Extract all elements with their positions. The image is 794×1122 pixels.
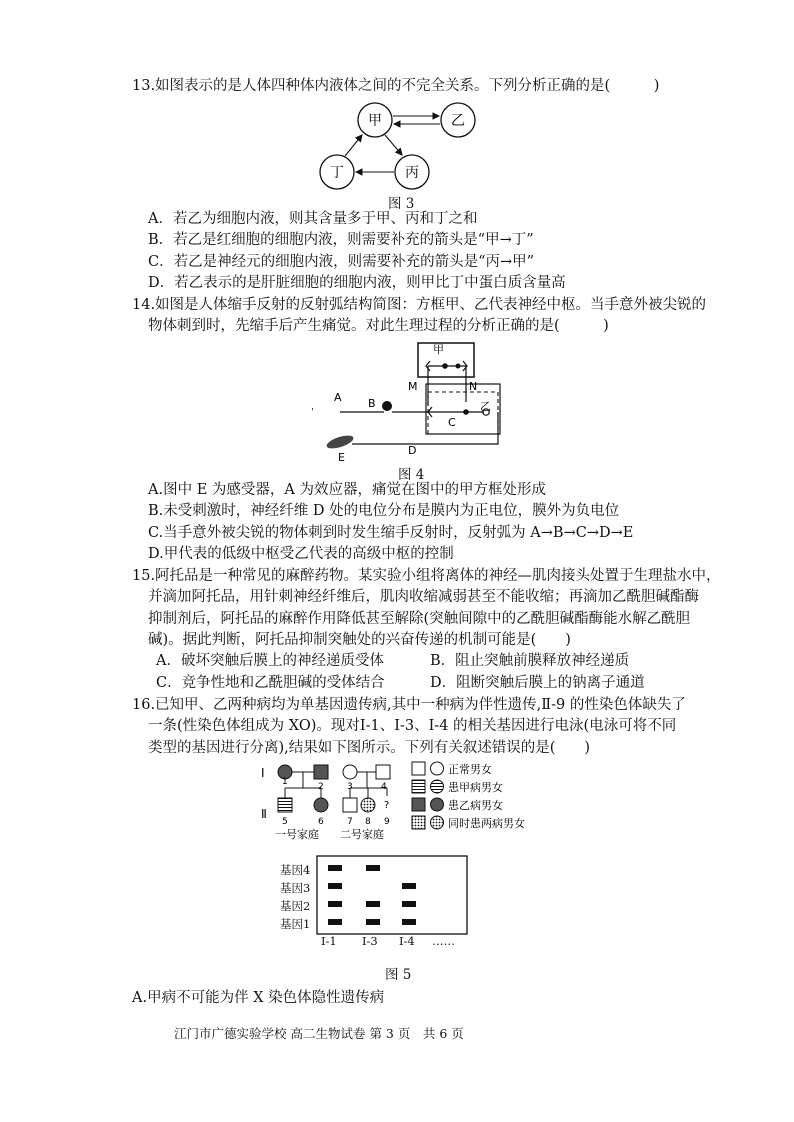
gel-lane-label-more: …… bbox=[432, 934, 455, 948]
num-7: 7 bbox=[347, 817, 353, 827]
label-e: E bbox=[338, 451, 345, 464]
q13-option-a: A．若乙为细胞内液，则其含量多于甲、丙和丁之和 bbox=[148, 211, 478, 227]
q15-option-c: C．竞争性地和乙酰胆碱的受体结合 bbox=[156, 675, 385, 691]
label-m: M bbox=[408, 380, 418, 393]
q13-option-c: C．若乙是神经元的细胞内液，则需要补充的箭头是“丙→甲” bbox=[148, 254, 535, 270]
figure-4-caption: 图 4 bbox=[398, 467, 425, 483]
effector-e-shape bbox=[325, 433, 355, 451]
q14-option-d: D.甲代表的低级中枢受乙代表的高级中枢的控制 bbox=[148, 546, 454, 562]
legend-text-normal: 正常男女 bbox=[448, 763, 492, 776]
num-3: 3 bbox=[347, 782, 353, 792]
gel-row-label-4: 基因4 bbox=[280, 863, 311, 877]
ped-i-2 bbox=[314, 765, 328, 779]
num-8: 8 bbox=[365, 817, 371, 827]
legend-normal-female bbox=[431, 762, 444, 775]
q15-stem-line3: 抑制剂后，阿托品的麻醉作用降低甚至解除(突触间隙中的乙酰胆碱酯酶能水解乙酰胆 bbox=[148, 611, 691, 627]
label-b: B bbox=[368, 397, 376, 410]
figure-4-reflex-arc bbox=[312, 340, 512, 464]
q16-stem-line3: 类型的基因进行分离),结果如下图所示。下列有关叙述错误的是( ) bbox=[148, 740, 591, 756]
figure-5-pedigree bbox=[255, 758, 565, 850]
gel-band-row2-lane3 bbox=[402, 883, 416, 889]
num-4: 4 bbox=[381, 782, 387, 792]
gel-band-row3-lane3 bbox=[402, 901, 416, 907]
gel-band-row3-lane2 bbox=[366, 901, 380, 907]
family2-label: 二号家庭 bbox=[340, 828, 384, 841]
q14-option-a: A.图中 E 为感受器，A 为效应器，痛觉在图中的甲方框处形成 bbox=[148, 482, 546, 498]
ped-ii-7 bbox=[343, 798, 357, 812]
gel-lane-label-4: Ⅰ-4 bbox=[399, 934, 415, 948]
q16-stem-line1: 16.已知甲、乙两种病均为单基因遗传病,其中一种病为伴性遗传,Ⅱ-9 的性染色体缺失了 bbox=[132, 697, 686, 713]
gen-label-ii: Ⅱ bbox=[261, 807, 267, 821]
q14-stem-line2: 物体刺到时，先缩手后产生痛觉。对此生理过程的分析正确的是( ) bbox=[148, 318, 609, 334]
legend-text-disease-b: 患乙病男女 bbox=[448, 799, 503, 812]
gel-row-label-3: 基因3 bbox=[280, 881, 311, 895]
ped-i-3 bbox=[343, 765, 357, 779]
q15-option-b: B．阻止突触前膜释放神经递质 bbox=[430, 653, 630, 669]
q16-option-a: A.甲病不可能为伴 X 染色体隐性遗传病 bbox=[132, 990, 385, 1006]
gel-row-label-1: 基因1 bbox=[280, 917, 311, 931]
q13-option-b: B．若乙是红细胞的细胞内液，则需要补充的箭头是“甲→丁” bbox=[148, 232, 534, 248]
gen-label-i: Ⅰ bbox=[261, 766, 265, 780]
num-5: 5 bbox=[282, 817, 288, 827]
label-bing: 丙 bbox=[405, 165, 419, 181]
figure-3-caption: 图 3 bbox=[388, 196, 415, 212]
arrow-ding-to-jia bbox=[345, 135, 362, 156]
gel-band-row4-lane1 bbox=[328, 919, 342, 925]
ped-ii-8 bbox=[361, 798, 375, 812]
q14-option-c: C.当手意外被尖锐的物体刺到时发生缩手反射时，反射弧为 A→B→C→D→E bbox=[148, 525, 634, 541]
legend-normal-male bbox=[412, 762, 425, 775]
q15-stem-line2: 并滴加阿托品，用针刺神经纤维后，肌肉收缩减弱甚至不能收缩；再滴加乙酰胆碱酯酶 bbox=[148, 589, 699, 605]
label-d: D bbox=[408, 444, 417, 457]
legend-both-female bbox=[431, 816, 444, 829]
legend-disease-a-male bbox=[412, 780, 425, 793]
num-9: 9 bbox=[384, 817, 390, 827]
label-jia-box: 甲 bbox=[433, 343, 444, 356]
q15-stem-line4: 碱)。据此判断，阿托品抑制突触处的兴奋传递的机制可能是( ) bbox=[148, 632, 571, 648]
legend-disease-b-male bbox=[412, 798, 425, 811]
gel-lane-label-3: Ⅰ-3 bbox=[362, 934, 378, 948]
label-a: A bbox=[334, 391, 342, 404]
q13-stem: 13.如图表示的是人体四种体内液体之间的不完全关系。下列分析正确的是( ) bbox=[132, 78, 660, 94]
label-yi-box: 乙 bbox=[480, 400, 491, 413]
q16-stem-line2: 一条(性染色体组成为 XO)。现对Ⅰ-1、Ⅰ-3、Ⅰ-4 的相关基因进行电泳(电泳可将不同 bbox=[148, 718, 677, 734]
receptor-a-shape bbox=[312, 408, 313, 417]
num-6: 6 bbox=[318, 817, 324, 827]
gel-band-row2-lane1 bbox=[328, 883, 342, 889]
legend-text-both: 同时患两病男女 bbox=[448, 817, 525, 830]
gel-lane-label-1: Ⅰ-1 bbox=[321, 934, 337, 948]
family1-label: 一号家庭 bbox=[275, 828, 319, 841]
label-jia: 甲 bbox=[368, 113, 382, 129]
page-footer: 江门市广德实验学校 高二生物试卷 第 3 页 共 6 页 bbox=[174, 1026, 464, 1041]
q14-option-b: B.未受刺激时，神经纤维 D 处的电位分布是膜内为正电位，膜外为负电位 bbox=[148, 503, 620, 519]
num-1: 1 bbox=[282, 777, 288, 787]
legend-both-male bbox=[412, 816, 425, 829]
ped-i-4 bbox=[376, 765, 390, 779]
label-ding: 丁 bbox=[330, 165, 344, 181]
arrow-jia-to-bing bbox=[385, 135, 402, 155]
figure-5-gel-electrophoresis bbox=[316, 855, 468, 935]
label-n: N bbox=[469, 380, 478, 393]
gel-band-row4-lane2 bbox=[366, 919, 380, 925]
legend-disease-b-female bbox=[431, 798, 444, 811]
ped-ii-9-unknown: ? bbox=[384, 800, 390, 811]
legend-disease-a-female bbox=[431, 780, 444, 793]
q14-stem-line1: 14.如图是人体缩手反射的反射弧结构简图：方框甲、乙代表神经中枢。当手意外被尖锐的 bbox=[132, 297, 707, 313]
gel-band-row3-lane1 bbox=[328, 901, 342, 907]
q13-option-d: D．若乙表示的是肝脏细胞的细胞内液，则甲比丁中蛋白质含量高 bbox=[148, 275, 566, 291]
label-yi: 乙 bbox=[451, 113, 465, 129]
gel-band-row4-lane3 bbox=[402, 919, 416, 925]
label-c: C bbox=[448, 416, 456, 429]
ped-ii-5 bbox=[278, 798, 292, 812]
legend-text-disease-a: 患甲病男女 bbox=[448, 781, 503, 794]
gel-row-label-2: 基因2 bbox=[280, 899, 311, 913]
q15-stem-line1: 15.阿托品是一种常见的麻醉药物。某实验小组将离体的神经—肌肉接头处置于生理盐水中， bbox=[132, 568, 721, 584]
figure-3-fluid-diagram bbox=[300, 100, 500, 192]
q15-option-a: A．破坏突触后膜上的神经递质受体 bbox=[156, 653, 384, 669]
q15-option-d: D．阻断突触后膜上的钠离子通道 bbox=[430, 675, 645, 691]
gel-band-row1-lane2 bbox=[366, 865, 380, 871]
ped-ii-6 bbox=[314, 798, 328, 812]
num-2: 2 bbox=[318, 782, 324, 792]
gel-band-row1-lane1 bbox=[328, 865, 342, 871]
figure-5-caption: 图 5 bbox=[385, 967, 412, 983]
